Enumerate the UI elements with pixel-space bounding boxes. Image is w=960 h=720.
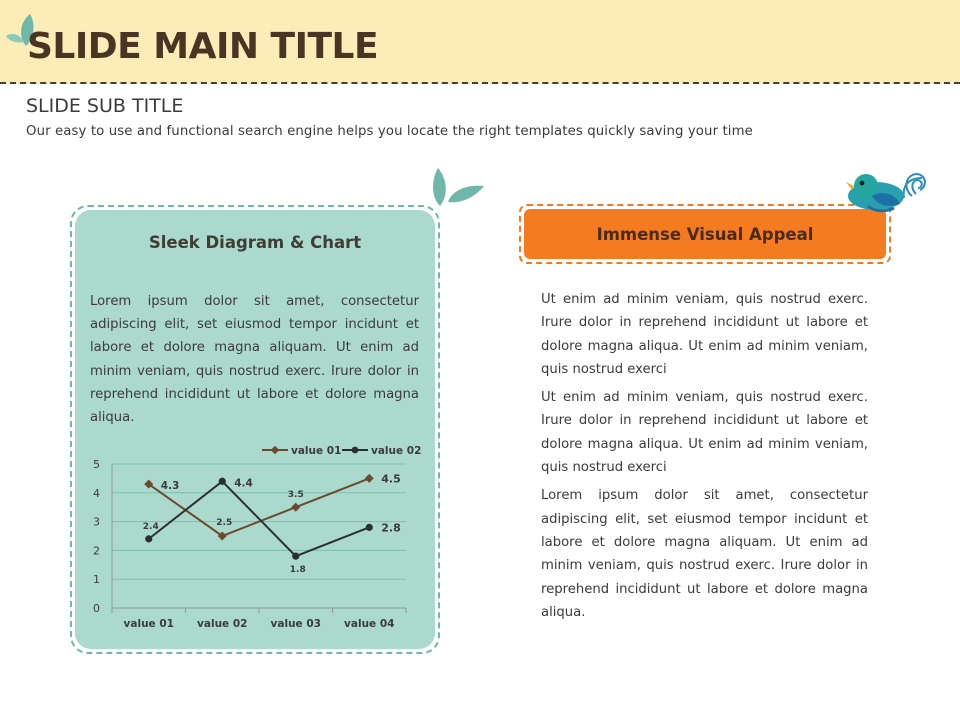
data-point (219, 478, 226, 485)
data-label: 3.5 (287, 490, 304, 501)
data-label: 2.8 (381, 521, 401, 535)
y-tick-label: 2 (93, 544, 100, 558)
legend-marker (352, 447, 359, 454)
y-tick-label: 4 (93, 486, 100, 500)
left-card-title: Sleek Diagram & Chart (148, 233, 362, 252)
y-tick-label: 1 (93, 573, 100, 587)
x-tick-label: value 03 (270, 618, 321, 630)
x-tick-label: value 04 (344, 618, 395, 630)
slide-description: Our easy to use and functional search engine helps you locate the right templates quickly saving your time (26, 124, 753, 139)
data-point (365, 474, 374, 483)
data-point (145, 535, 152, 542)
slide-subtitle: SLIDE SUB TITLE (26, 95, 184, 117)
data-point (292, 553, 299, 560)
left-card-text: Lorem ipsum dolor sit amet, consectetur adipiscing elit, set eiusmod tempor incidunt et labore et dolore magna aliquam. Ut enim ad minim veniam, quis nostrud exerc. Irure dolor in reprehend incididunt ut labore et dolore magna aliqua. (90, 294, 419, 426)
x-tick-label: value 02 (197, 618, 248, 630)
line-chart (80, 440, 425, 640)
page-title: SLIDE MAIN TITLE (27, 26, 379, 67)
data-point (291, 503, 300, 512)
data-point (366, 524, 373, 531)
right-title-label: Immense Visual Appeal (596, 224, 814, 244)
data-label: 2.4 (142, 521, 159, 532)
x-tick-label: value 01 (123, 618, 174, 630)
legend-label: value 02 (371, 445, 422, 457)
data-label: 4.3 (160, 480, 180, 493)
right-paragraph-2: Ut enim ad minim veniam, quis nostrud exerc. Irure dolor in reprehend incididunt ut labore et dolore magna aliqua. Ut enim ad minim veniam, quis nostrud exerci (541, 390, 868, 476)
data-label: 2.5 (216, 518, 233, 528)
right-paragraph-3: Lorem ipsum dolor sit amet, consectetur adipiscing elit, set eiusmod tempor incidunt et labore et dolore magna aliquam. Ut enim ad minim veniam, quis nostrud exerc. Irure dolor in reprehend incididunt ut labore et dolore magna aliqua. (541, 488, 868, 620)
right-title-box (524, 209, 886, 259)
right-column (541, 288, 868, 629)
data-label: 1.8 (289, 565, 306, 576)
series-line (149, 478, 370, 536)
legend-marker (271, 446, 279, 454)
y-tick-label: 5 (93, 458, 100, 471)
y-tick-label: 0 (93, 602, 100, 615)
bird-icon (838, 166, 928, 214)
data-label: 4.4 (234, 477, 253, 490)
leaf-icon (428, 166, 486, 208)
legend-label: value 01 (291, 445, 342, 457)
data-label: 4.5 (381, 472, 401, 486)
right-paragraph-1: Ut enim ad minim veniam, quis nostrud exerc. Irure dolor in reprehend incididunt ut labore et dolore magna aliqua. Ut enim ad minim veniam, quis nostrud exerci (541, 292, 868, 377)
y-tick-label: 3 (93, 515, 100, 529)
